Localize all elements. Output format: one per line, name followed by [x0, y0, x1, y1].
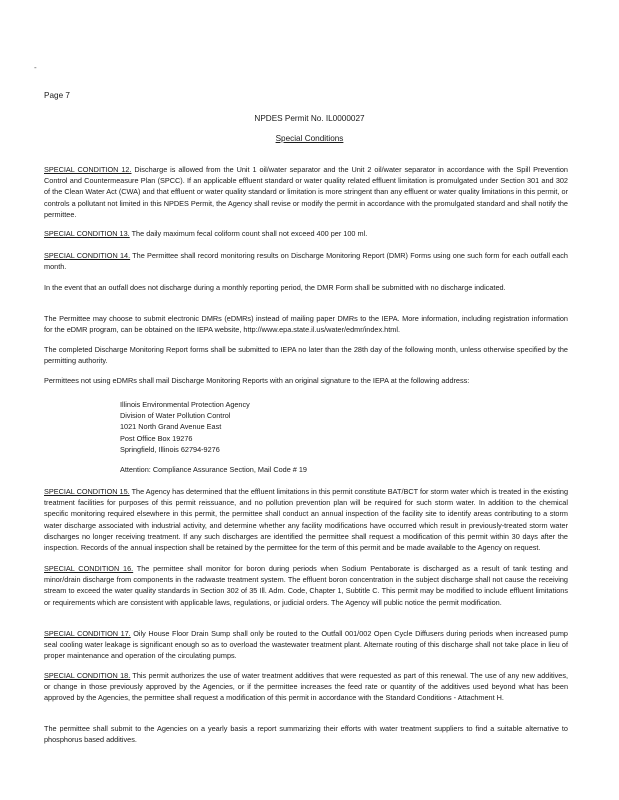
address-intro-paragraph: Permittees not using eDMRs shall mail Discharge Monitoring Reports with an original signature to the IEPA at the following address: — [44, 376, 470, 385]
address-line: Springfield, Illinois 62794-9276 — [120, 444, 220, 454]
edmr-paragraph: The Permittee may choose to submit electronic DMRs (eDMRs) instead of mailing paper DMRs to the IEPA. More information, including registration information for the eDMR program, can be obtained on the IEPA website, http://www.epa.state.il.us/water/edmr/index.html. — [44, 314, 568, 335]
condition-label: SPECIAL CONDITION 16. — [44, 564, 134, 573]
condition-label: SPECIAL CONDITION 15. — [44, 487, 130, 496]
special-condition-15 — [44, 486, 568, 553]
mailing-address — [120, 399, 250, 455]
section-title: Special Conditions — [275, 134, 344, 143]
condition-text: The daily maximum fecal coliform count shall not exceed 400 per 100 ml. — [129, 229, 368, 238]
page-number: Page 7 — [44, 91, 70, 100]
address-line: Post Office Box 19276 — [120, 433, 193, 443]
address-line: 1021 North Grand Avenue East — [120, 422, 222, 432]
final-paragraph: The permittee shall submit to the Agencies on a yearly basis a report summarizing their efforts with water treatment suppliers to find a suitable alternative to phosphorus based additives. — [44, 724, 568, 745]
special-condition-12 — [44, 164, 568, 220]
condition-text: Discharge is allowed from the Unit 1 oil/water separator and the Unit 2 oil/water separator in accordance with the Spill Prevention Control and Countermeasure Plan (SPCC). If an applicable effluent standard or water quality related effluent limitation is promulgated under Section 301 and 302 of the Clean Water Act (CWA) and that effluent or water quality standard or limitation is more stringent than any effluent or water quality limitations in this permit, or controls a pollutant not limited in this NPDES Permit, the Agency shall revise or modify the permit in accordance with the promulgated standard and shall notify the permittee. — [44, 165, 568, 219]
condition-label: SPECIAL CONDITION 12. — [44, 165, 132, 174]
address-line: Illinois Environmental Protection Agency — [120, 400, 250, 409]
condition-label: SPECIAL CONDITION 17. — [44, 629, 131, 638]
special-condition-18 — [44, 670, 568, 704]
special-condition-14 — [44, 250, 568, 272]
permit-title: NPDES Permit No. IL0000027 — [254, 114, 365, 123]
condition-label: SPECIAL CONDITION 13. — [44, 229, 130, 238]
special-condition-16 — [44, 563, 568, 608]
condition-label: SPECIAL CONDITION 18. — [44, 671, 131, 680]
condition-text: The Agency has determined that the effluent limitations in this permit constitute BAT/BCT for storm water which is treated in the existing treatment facilities for purposes of this permit reissuance, and no pollution prevention plan will be required for such storm water. In addition to the chemical specific monitoring required elsewhere in this permit, the permittee shall conduct an annual inspection of the facility site to identify areas contributing to a storm water discharge associated with industrial activity, and determine whether any facility modifications have occurred which result in previously-treated storm water discharges no longer receiving treatment. If any such discharges are identified the permittee shall request a modification of this permit within 30 days after the inspection. Records of the annual inspection shall be retained by the permittee for the term of this permit and be made available to the Agency on request. — [44, 487, 568, 553]
attention-line: Attention: Compliance Assurance Section, Mail Code # 19 — [120, 465, 307, 474]
completed-forms-paragraph: The completed Discharge Monitoring Report forms shall be submitted to IEPA no later than the 28th day of the following month, unless otherwise specified by the permitting authority. — [44, 345, 568, 366]
margin-mark: - — [34, 63, 37, 72]
special-condition-13 — [44, 228, 568, 239]
address-line: Division of Water Pollution Control — [120, 411, 231, 421]
condition-text: The Permittee shall record monitoring results on Discharge Monitoring Report (DMR) Forms using one such form for each outfall each month. — [44, 251, 568, 272]
condition-text: The permittee shall monitor for boron during periods when Sodium Pentaborate is discharged as a result of tank testing and minor/drain discharge from components in the radwaste treatment system. The effluent boron concentration in the subject discharge shall not cause the receiving stream to exceed the water quality standards in Section 302 of 35 Ill. Adm. Code, Chapter 1, Subtitle C. This permit may be modified to include effluent limitations or requirements which are consistent with applicable laws, regulations, or judicial orders. The Agency will public notice the permit modification. — [44, 564, 568, 607]
no-discharge-paragraph: In the event that an outfall does not discharge during a monthly reporting period, the DMR Form shall be submitted with no discharge indicated. — [44, 283, 506, 292]
condition-text: Oily House Floor Drain Sump shall only be routed to the Outfall 001/002 Open Cycle Diffusers during periods when increased pump seal cooling water leakage is significant enough so as to overload the wastewater treatment plant. Alternate routing of this discharge shall not take place in lieu of proper maintenance and operation of the circulating pumps. — [44, 629, 568, 661]
condition-label: SPECIAL CONDITION 14. — [44, 251, 131, 260]
condition-text: This permit authorizes the use of water treatment additives that were requested as part of this renewal. The use of any new additives, or change in those previously approved by the Agencies, or if the permittee increases the feed rate or quantity of the additives used beyond what has been approved by the Agencies, the permittee shall request a modification of this permit in accordance with the Standard Conditions - Attachment H. — [44, 671, 568, 703]
special-condition-17 — [44, 628, 568, 662]
